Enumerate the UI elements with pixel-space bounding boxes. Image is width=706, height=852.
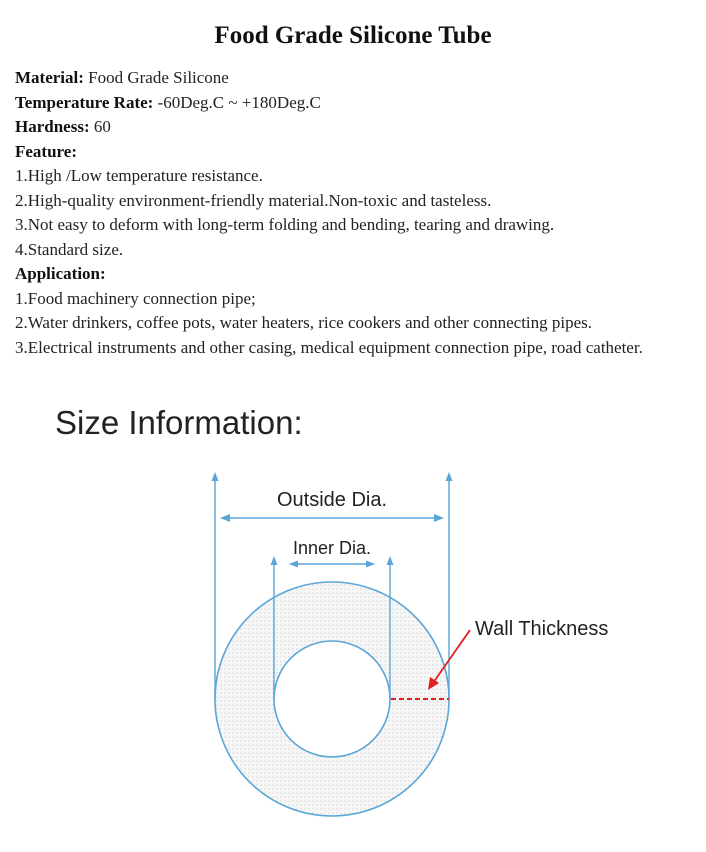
application-label: Application: xyxy=(15,264,106,283)
inner-dia-label: Inner Dia. xyxy=(292,538,372,558)
application-item: 3.Electrical instruments and other casing, medical equipment connection pipe, road catheter. xyxy=(15,337,643,357)
feature-item: 1.High /Low temperature resistance. xyxy=(15,166,263,185)
feature-item: 2.High-quality environment-friendly material.Non-toxic and tasteless. xyxy=(15,190,492,210)
hardness-value: 60 xyxy=(93,117,111,136)
temperature-value: -60Deg.C ~ +180Deg.C xyxy=(157,92,321,112)
hardness-label: Hardness: xyxy=(15,117,90,136)
outside-extension-left-arrow xyxy=(212,472,219,481)
outside-extension-right-arrow xyxy=(446,472,453,481)
feature-item: 3.Not easy to deform with long-term folding and bending, tearing and drawing. xyxy=(15,215,555,234)
feature-item: 4.Standard size. xyxy=(15,239,124,259)
application-item: 1.Food machinery connection pipe; xyxy=(15,288,256,308)
size-info-heading: Size Information: xyxy=(55,404,303,441)
page-title: Food Grade Silicone Tube xyxy=(214,22,492,49)
inner-dimension-arrow-right xyxy=(366,561,375,568)
inner-extension-right-arrow xyxy=(387,556,394,565)
tube-wall xyxy=(215,582,449,816)
wall-thickness-label: Wall Thickness xyxy=(475,618,609,640)
material-value: Food Grade Silicone xyxy=(88,68,229,87)
feature-label: Feature: xyxy=(15,141,77,161)
application-item: 2.Water drinkers, coffee pots, water heaters, rice cookers and other connecting pipes. xyxy=(15,313,593,332)
outside-dimension-arrow-left xyxy=(220,514,230,522)
material-label: Material: xyxy=(15,68,84,87)
temperature-label: Temperature Rate: xyxy=(15,92,154,112)
inner-circle xyxy=(274,641,390,757)
inner-extension-left-arrow xyxy=(271,556,278,565)
inner-dimension-arrow-left xyxy=(289,561,298,568)
outside-dia-label: Outside Dia. xyxy=(276,489,388,511)
outside-dimension-arrow-right xyxy=(434,514,444,522)
